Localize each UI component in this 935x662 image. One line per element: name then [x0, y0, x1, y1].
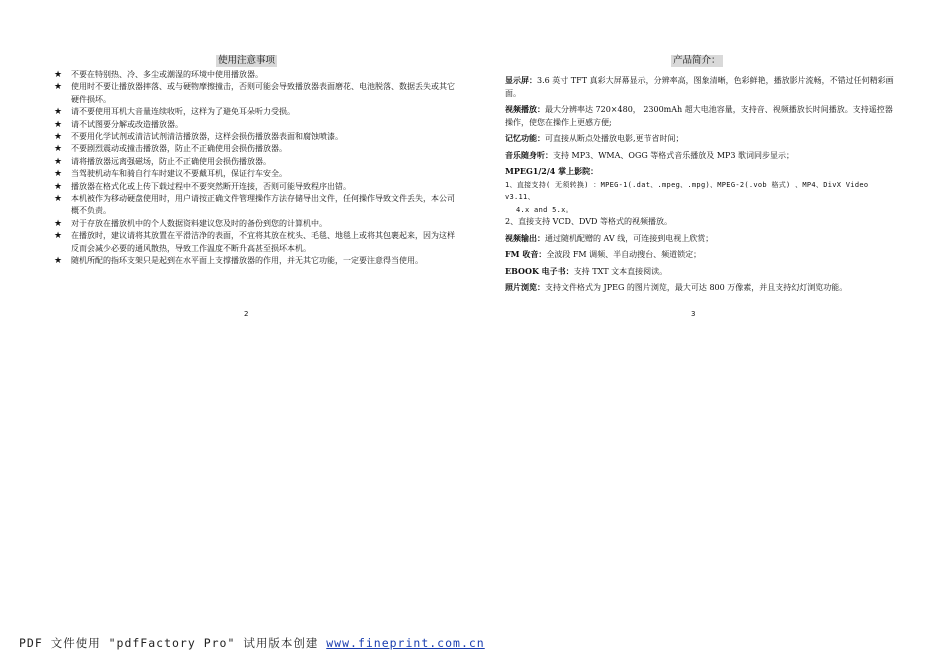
star-bullet-icon: ★ — [54, 256, 63, 267]
list-item — [54, 156, 459, 168]
feature-fm — [505, 248, 900, 262]
footer-text: PDF 文件使用 "pdfFactory Pro" 试用版本创建 — [19, 636, 327, 650]
feature-text: 支持文件格式为 JPEG 的图片浏览，最大可达 800 万像素，并且支持幻灯浏览功能。 — [545, 283, 848, 292]
precautions-list — [54, 69, 459, 268]
note-text: 随机所配的指环支架只是起到在水平面上支撑播放器的作用，并无其它功能，一定要注意得当使用。 — [71, 256, 423, 266]
note-text: 当驾驶机动车和骑自行车时建议不要戴耳机，保证行车安全。 — [71, 169, 287, 179]
star-bullet-icon: ★ — [54, 181, 63, 192]
list-item — [54, 69, 459, 81]
star-bullet-icon: ★ — [54, 70, 63, 80]
feature-mpeg — [505, 165, 900, 229]
feature-ebook — [505, 265, 900, 279]
mpeg-line-1-cont: 4.x and 5.x。 — [516, 205, 573, 214]
feature-text: 支持 MP3、WMA、OGG 等格式音乐播放及 MP3 歌词同步显示； — [553, 150, 795, 160]
note-text: 不要用化学试剂或清洁试剂清洁播放器，这样会损伤播放器表面和腐蚀喷漆。 — [71, 132, 343, 142]
page-number: 2 — [244, 310, 249, 318]
star-bullet-icon: ★ — [54, 231, 63, 242]
page-number: 3 — [691, 310, 696, 318]
note-text: 使用时不要让播放器摔落、或与硬物摩擦撞击，否则可能会导致播放器表面磨花、电池脱落、数据丢失或其它硬件损坏。 — [71, 82, 455, 104]
feature-label: 记忆功能： — [505, 133, 545, 143]
list-item — [54, 119, 459, 131]
feature-label: 视频播放： — [505, 104, 545, 114]
left-page-title: 使用注意事项 — [218, 55, 276, 66]
feature-photo — [505, 281, 900, 295]
feature-label: 照片浏览： — [505, 282, 545, 292]
right-page-title: 产品简介： — [673, 55, 721, 66]
mpeg-line-1: 1、直接支持( 无须转换) ：MPEG-1(.dat、.mpeg、.mpg)、MPEG-2(.vob 格式) 、MP4、DivX Video v3.11、 — [505, 180, 869, 201]
note-text: 请将播放器远离强磁场，防止不正确使用会损伤播放器。 — [71, 156, 271, 166]
feature-memory — [505, 132, 900, 146]
star-bullet-icon: ★ — [54, 82, 63, 93]
feature-video-output — [505, 232, 900, 246]
feature-text: 支持 TXT 文本直接阅读。 — [573, 266, 668, 276]
left-page — [40, 0, 470, 330]
feature-text: 3.6 英寸 TFT 真彩大屏幕显示，分辨率高，图象清晰，色彩鲜艳，播放影片流畅，不错过任何精彩画面。 — [505, 76, 894, 98]
feature-music — [505, 149, 900, 163]
star-bullet-icon: ★ — [54, 194, 63, 205]
list-item — [54, 181, 459, 193]
feature-label: MPEG1/2/4 掌上影院： — [505, 166, 599, 176]
note-text: 请不要使用耳机大音量连续收听，这样为了避免耳朵听力受损。 — [71, 107, 295, 117]
feature-label: EBOOK 电子书： — [505, 265, 574, 276]
feature-label: FM 收音： — [505, 249, 547, 259]
mpeg-line-2: 2、直接支持 VCD、DVD 等格式的视频播放。 — [505, 217, 672, 226]
star-bullet-icon: ★ — [54, 169, 63, 180]
star-bullet-icon: ★ — [54, 144, 63, 155]
feature-text: 最大分辨率达 720×480， 2300mAh 超大电池容量，支持音、视频播放长时间播放。支持遥控器操作，使您在操作上更感方便; — [505, 105, 893, 127]
star-bullet-icon: ★ — [54, 119, 63, 130]
note-text: 不要在特别热、冷、多尘或潮湿的环境中使用播放器。 — [71, 70, 263, 79]
list-item — [54, 168, 459, 180]
list-item — [54, 193, 459, 218]
feature-label: 视频输出： — [505, 232, 545, 243]
star-bullet-icon: ★ — [54, 156, 63, 167]
feature-display — [505, 74, 900, 100]
footer-link[interactable]: www.fineprint.com.cn — [326, 636, 485, 650]
note-text: 在播放时，建议请将其放置在平滑洁净的表面，不宜将其放在枕头、毛毯、地毯上或将其包裹起来，因为这样反而会减少必要的通风散热，导致工作温度不断升高甚至损坏本机。 — [71, 231, 455, 253]
star-bullet-icon: ★ — [54, 218, 63, 229]
list-item — [54, 255, 459, 267]
feature-text: 全波段 FM 调频、半自动搜台、频道锁定； — [546, 250, 702, 259]
right-page — [495, 0, 900, 330]
list-item — [54, 143, 459, 155]
pdf-watermark-footer — [19, 635, 485, 651]
note-text: 对于存放在播放机中的个人数据资料建议您及时的备份到您的计算机中。 — [71, 218, 327, 228]
feature-label: 显示屏： — [505, 75, 537, 85]
list-item — [54, 131, 459, 143]
star-bullet-icon: ★ — [54, 132, 63, 143]
feature-text: 可直接从断点处播放电影,更节省时间； — [545, 134, 684, 143]
note-text: 本机被作为移动硬盘使用时，用户请按正确文件管理操作方法存储导出文件，任何操作导致文件丢失，本公司概不负责。 — [71, 194, 455, 216]
list-item — [54, 106, 459, 118]
list-item — [54, 81, 459, 106]
product-features — [505, 74, 900, 298]
feature-video — [505, 103, 900, 129]
note-text: 请不试图要分解或改造播放器。 — [71, 119, 183, 129]
note-text: 不要剧烈震动或撞击播放器，防止不正确使用会损伤播放器。 — [71, 144, 287, 154]
feature-text: 通过随机配赠的 AV 线，可连接到电视上欣赏； — [545, 233, 714, 243]
list-item — [54, 230, 459, 255]
star-bullet-icon: ★ — [54, 107, 63, 118]
list-item — [54, 218, 459, 230]
feature-label: 音乐随身听： — [505, 149, 553, 160]
note-text: 播放器在格式化或上传下载过程中不要突然断开连接，否则可能导致程序出错。 — [71, 181, 351, 191]
